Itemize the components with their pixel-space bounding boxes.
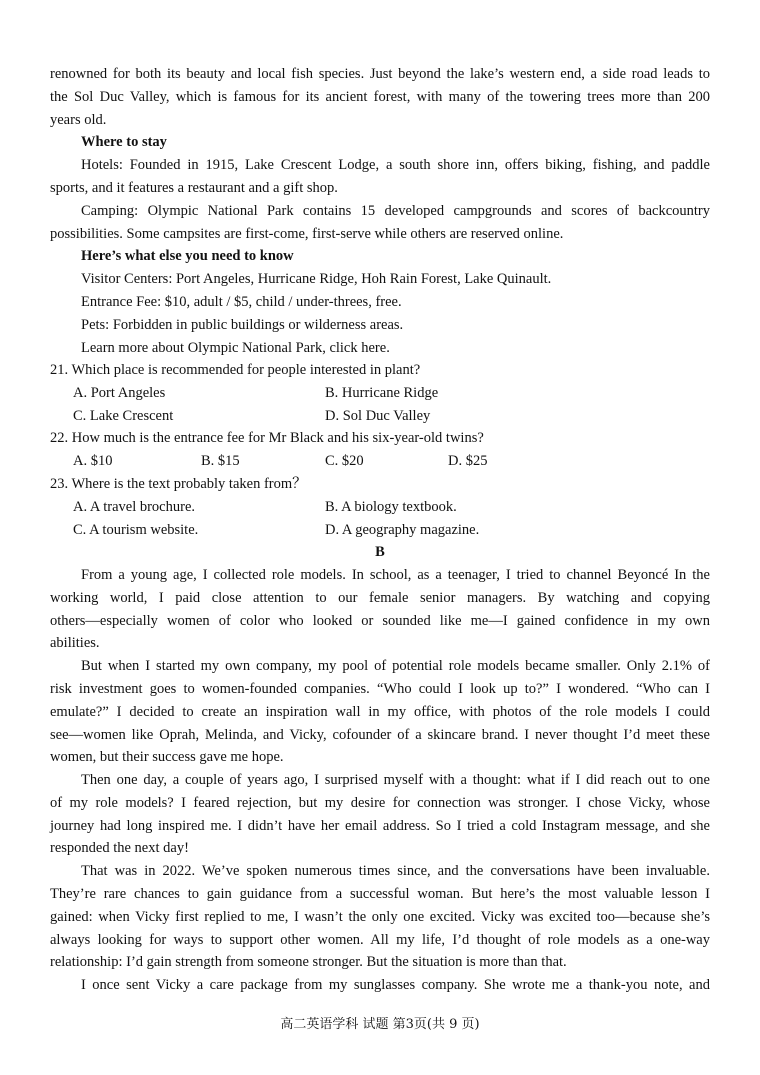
option-c[interactable]: C. A tourism website. <box>73 522 199 538</box>
option-d[interactable]: D. A geography magazine. <box>325 522 480 538</box>
paragraph-line: They’re rare chances to gain guidance from a successful woman. But here’s the most valuable lesson I <box>50 886 710 902</box>
visitor-centers-item: Visitor Centers: Port Angeles, Hurricane Ridge, Hoh Rain Forest, Lake Quinault. <box>81 271 552 287</box>
paragraph-line: risk investment goes to women-founded companies. “Who could I look up to?” I wondered. “Who can I <box>50 681 710 697</box>
paragraph-line: journey had long inspired me. I didn’t have her email address. So I tried a cold Instagram message, and she <box>50 818 710 834</box>
paragraph-line: see—women like Oprah, Melinda, and Vicky, cofounder of a skincare brand. I never thought I’d meet these <box>50 727 710 743</box>
option-a[interactable]: A. $10 <box>73 453 113 469</box>
paragraph-line: women, but their success gave me hope. <box>50 749 284 765</box>
paragraph-line: always looking for ways to support other women. All my life, I’d thought of role models as a one-way <box>50 932 710 948</box>
option-c[interactable]: C. Lake Crescent <box>73 408 174 424</box>
camping-text: Camping: Olympic National Park contains 15 developed campgrounds and scores of backcountry <box>81 203 710 219</box>
section-heading-where-to-stay: Where to stay <box>81 134 167 150</box>
paragraph-line: abilities. <box>50 635 100 651</box>
paragraph-line: gained: when Vicky first replied to me, I wasn’t the only one excited. Vicky was excited too—because she’s <box>50 909 710 925</box>
option-b[interactable]: B. $15 <box>201 453 240 469</box>
question-21-options-row <box>0 382 760 404</box>
passage-b-label: B <box>375 544 385 560</box>
paragraph-line: responded the next day! <box>50 840 189 856</box>
option-b[interactable]: B. Hurricane Ridge <box>325 385 439 401</box>
option-d[interactable]: D. Sol Duc Valley <box>325 408 431 424</box>
paragraph-line: But when I started my own company, my pool of potential role models became smaller. Only 2.1% of <box>81 658 710 674</box>
camping-text: possibilities. Some campsites are first-come, first-serve while others are reserved online. <box>50 226 564 242</box>
option-b[interactable]: B. A biology textbook. <box>325 499 457 515</box>
section-heading-know: Here’s what else you need to know <box>81 248 294 264</box>
paragraph-line: emulate?” I decided to create an inspiration wall in my office, with photos of the role models I could <box>50 704 710 720</box>
paragraph-line: I once sent Vicky a care package from my sunglasses company. She wrote me a thank-you note, and <box>81 977 710 993</box>
question-23-options-row <box>0 496 760 518</box>
paragraph-line: of my role models? I feared rejection, but my desire for connection was stronger. I chose Vicky, whose <box>50 795 710 811</box>
paragraph-line: others—especially women of color who looked or sounded like me—I gained confidence in my own <box>50 613 710 629</box>
paragraph-line: That was in 2022. We’ve spoken numerous times since, and the conversations have been invaluable. <box>81 863 710 879</box>
learn-more-item: Learn more about Olympic National Park, click here. <box>81 340 390 356</box>
option-a[interactable]: A. A travel brochure. <box>73 499 196 515</box>
option-d[interactable]: D. $25 <box>448 453 488 469</box>
page-footer: 高二英语学科 试题 第3页(共 9 页) <box>280 1017 480 1032</box>
text-line: the Sol Duc Valley, which is famous for its ancient forest, with many of the towering trees more than 200 <box>50 89 710 105</box>
text-line: years old. <box>50 112 107 128</box>
question-22-options-row <box>0 450 760 472</box>
paragraph-line: relationship: I’d gain strength from someone stronger. But the situation is more than that. <box>50 954 567 970</box>
hotels-text: sports, and it features a restaurant and a gift shop. <box>50 180 338 196</box>
option-c[interactable]: C. $20 <box>325 453 364 469</box>
hotels-text: Hotels: Founded in 1915, Lake Crescent Lodge, a south shore inn, offers biking, fishing, and paddle <box>81 157 710 173</box>
question-22-stem: 22. How much is the entrance fee for Mr Black and his six-year-old twins? <box>50 430 484 446</box>
question-23-options-row <box>0 519 760 541</box>
question-23-stem: 23. Where is the text probably taken from？ <box>50 476 307 492</box>
option-a[interactable]: A. Port Angeles <box>73 385 166 401</box>
paragraph-line: Then one day, a couple of years ago, I surprised myself with a thought: what if I did reach out to one <box>81 772 710 788</box>
text-line: renowned for both its beauty and local fish species. Just beyond the lake’s western end, a side road leads to <box>50 66 710 82</box>
paragraph-line: working world, I paid close attention to our female senior managers. By watching and copying <box>50 590 710 606</box>
pets-item: Pets: Forbidden in public buildings or wilderness areas. <box>81 317 404 333</box>
question-21-stem: 21. Which place is recommended for people interested in plant? <box>50 362 421 378</box>
paragraph-line: From a young age, I collected role models. In school, as a teenager, I tried to channel Beyoncé In the <box>81 567 710 583</box>
entrance-fee-item: Entrance Fee: $10, adult / $5, child / under-threes, free. <box>81 294 402 310</box>
question-21-options-row <box>0 405 760 427</box>
